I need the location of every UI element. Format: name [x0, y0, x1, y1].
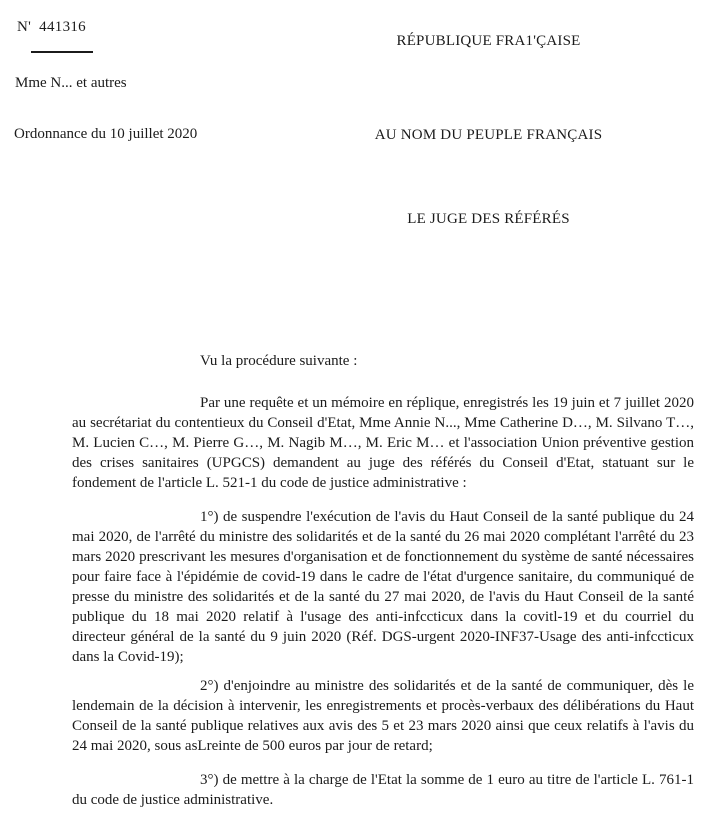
paragraph-point-3: 3°) de mettre à la charge de l'Etat la somme de 1 euro au titre de l'article L. 761-1 du code de justice administrative.: [72, 772, 694, 808]
case-number: N' 441316: [17, 19, 86, 35]
paragraph-point-1: 1°) de suspendre l'exécution de l'avis du Haut Conseil de la santé publique du 24 mai 2020, de l'arrêté du ministre des solidarités et de la santé du 26 mai 2020 complétant l'arrêté du 23 mars 2020 prescrivant les mesures d'organisation et de fonctionnement du système de santé nécessaires pour faire face à l'épidémie de covid-19 dans le cadre de l'état d'urgence sanitaire, du communiqué de presse du ministre des solidarités et de la santé du 27 mai 2020, de l'avis du Haut Conseil de la santé publique du 18 mai 2020 relatif à l'usage des anti-infccticux dans la covitl-19 et du courriel du directeur général de la santé du 9 juin 2020 (Réf. DGS-urgent 2020-INF37-Usage des anti-infccticux dans la Covid-19);: [72, 509, 694, 665]
case-number-rule: [31, 51, 93, 53]
paragraph-requete: Par une requête et un mémoire en réplique, enregistrés les 19 juin et 7 juillet 2020 au secrétariat du contentieux du Conseil d'Etat, Mme Annie N..., Mme Catherine D…, M. Silvano T…, M. Lucien C…, M. Pierre G…, M. Nagib M…, M. Eric M… et l'association Union préventive gestion des crises sanitaires (UPGCS) demandent au juge des référés du Conseil d'Etat, statuant sur le fondement de l'article L. 521-1 du code de justice administrative :: [72, 395, 694, 491]
republic-heading: RÉPUBLIQUE FRA1'ÇAISE: [396, 33, 581, 49]
in-the-name-heading: AU NOM DU PEUPLE FRANÇAIS: [374, 127, 603, 143]
body-text: [72, 351, 694, 810]
judge-title-heading: LE JUGE DES RÉFÉRÉS: [407, 211, 570, 227]
order-date: Ordonnance du 10 juillet 2020: [14, 126, 198, 142]
paragraph-vu-procedure: Vu la procédure suivante :: [200, 353, 358, 369]
parties-label: Mme N... et autres: [15, 75, 127, 91]
paragraph-point-2: 2°) d'enjoindre au ministre des solidarités et de la santé de communiquer, dès le lendemain de la décision à intervenir, les enregistrements et procès-verbaux des délibérations du Haut Conseil de la santé publique relatives aux avis des 5 et 23 mars 2020 ainsi que ceux relatifs à l'avis du 24 mai 2020, sous asLreinte de 500 euros par jour de retard;: [72, 678, 694, 754]
